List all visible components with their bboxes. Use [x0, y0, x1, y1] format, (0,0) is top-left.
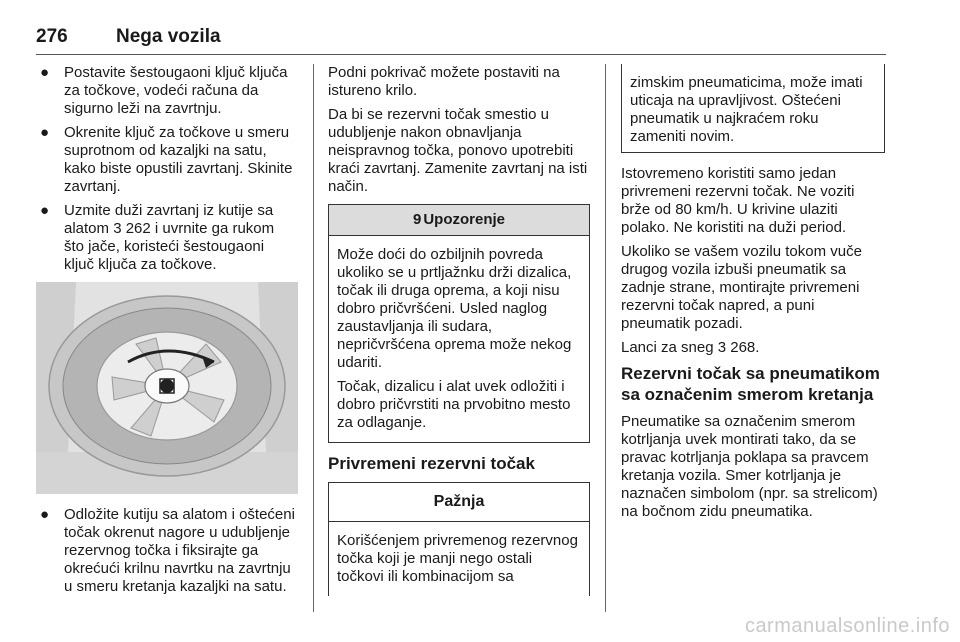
warning-header: 9 Upozorenje [329, 205, 589, 236]
warning-box [328, 204, 590, 443]
section-heading: Privremeni rezervni točak [328, 454, 535, 473]
paragraph: Lanci za sneg 3 268. [621, 339, 760, 356]
spare-wheel-illustration [36, 282, 298, 494]
column-3 [621, 64, 885, 527]
paragraph: Istovremeno koristiti samo jedan privremeni rezervni točak. Ne voziti brže od 80 km/h. U krivine ulaziti polako. Ne koristiti na duži period. [621, 165, 855, 236]
page-title: Nega vozila [116, 26, 221, 47]
column-divider [605, 64, 606, 612]
list-item: ● Okrenite ključ za točkove u smeru suprotnom od kazaljki na satu, kako biste opustili zavrtanj. Skinite zavrtanj. [40, 124, 293, 195]
paragraph: Podni pokrivač možete postaviti na istureno krilo. [328, 64, 560, 99]
column-2 [328, 64, 590, 596]
paragraph: Pneumatike sa označenim smerom kotrljanja uvek montirati tako, da se pravac kotrljanja poklapa sa pravcem kretanja vozila. Smer kotrljanja je naznačen simbolom (npr. sa strelicom) na bočnom zidu pneumatika. [621, 413, 878, 520]
list-item: ● Odložite kutiju sa alatom i oštećeni točak okrenut nagore u udubljenje rezervnog točka i fiksirajte ga okrećući krilnu navrtku na zavrtnju u smeru kretanja kazaljki na satu. [40, 506, 295, 595]
notice-header: Pažnja [329, 483, 589, 522]
page-header [36, 24, 886, 55]
warning-text: Točak, dizalicu i alat uvek odložiti i dobro pričvrstiti na prvobitno mesto za odlaganje. [337, 378, 571, 431]
notice-text: zimskim pneumaticima, može imati uticaja na upravljivost. Oštećeni pneumatik u najkraćem roku zameniti novim. [630, 74, 863, 145]
page-number: 276 [36, 26, 68, 47]
column-1 [36, 64, 298, 602]
column-divider [313, 64, 314, 612]
page-reference-icon[interactable]: 3 [113, 220, 122, 237]
section-heading: Rezervni točak sa pneumatikom sa označenim smerom kretanja [621, 364, 880, 404]
notice-text: Korišćenjem privremenog rezervnog točka koji je manji nego ostali točkovi ili kombinacijom sa [337, 532, 578, 585]
paragraph: Da bi se rezervni točak smestio u udubljenje nakon obnavljanja neispravnog točka, ponovo upotrebiti kraći zavrtanj. Zamenite zavrtanj na isti način. [328, 106, 588, 195]
warning-text: Može doći do ozbiljnih povreda ukoliko se u prtljažnku drži dizalica, točak ili druga oprema, a koji nisu dobro pričvršćeni. Usled naglog zaustavljanja ili sudara, nepričvršćena oprema može nekog udariti. [337, 246, 572, 371]
list-item: ● Postavite šestougaoni ključ ključa za točkove, vodeći računa da sigurno leži na zavrtnju. [40, 64, 288, 117]
notice-box [328, 482, 590, 596]
notice-box-continued [621, 64, 885, 153]
watermark: carmanualsonline.info [744, 615, 950, 637]
warning-icon: 9 [412, 211, 422, 228]
page-reference-icon[interactable]: 3 [717, 339, 727, 356]
list-item: ● Uzmite duži zavrtanj iz kutije sa alatom 3 262 i uvrnite ga rukom što jače, koristeći šestougaoni ključ ključa za točkove. [40, 202, 275, 273]
paragraph: Ukoliko se vašem vozilu tokom vuče drugog vozila izbuši pneumatik sa zadnje strane, montirajte privremeni rezervni točak napred, a puni pneumatik pozadi. [621, 243, 862, 332]
